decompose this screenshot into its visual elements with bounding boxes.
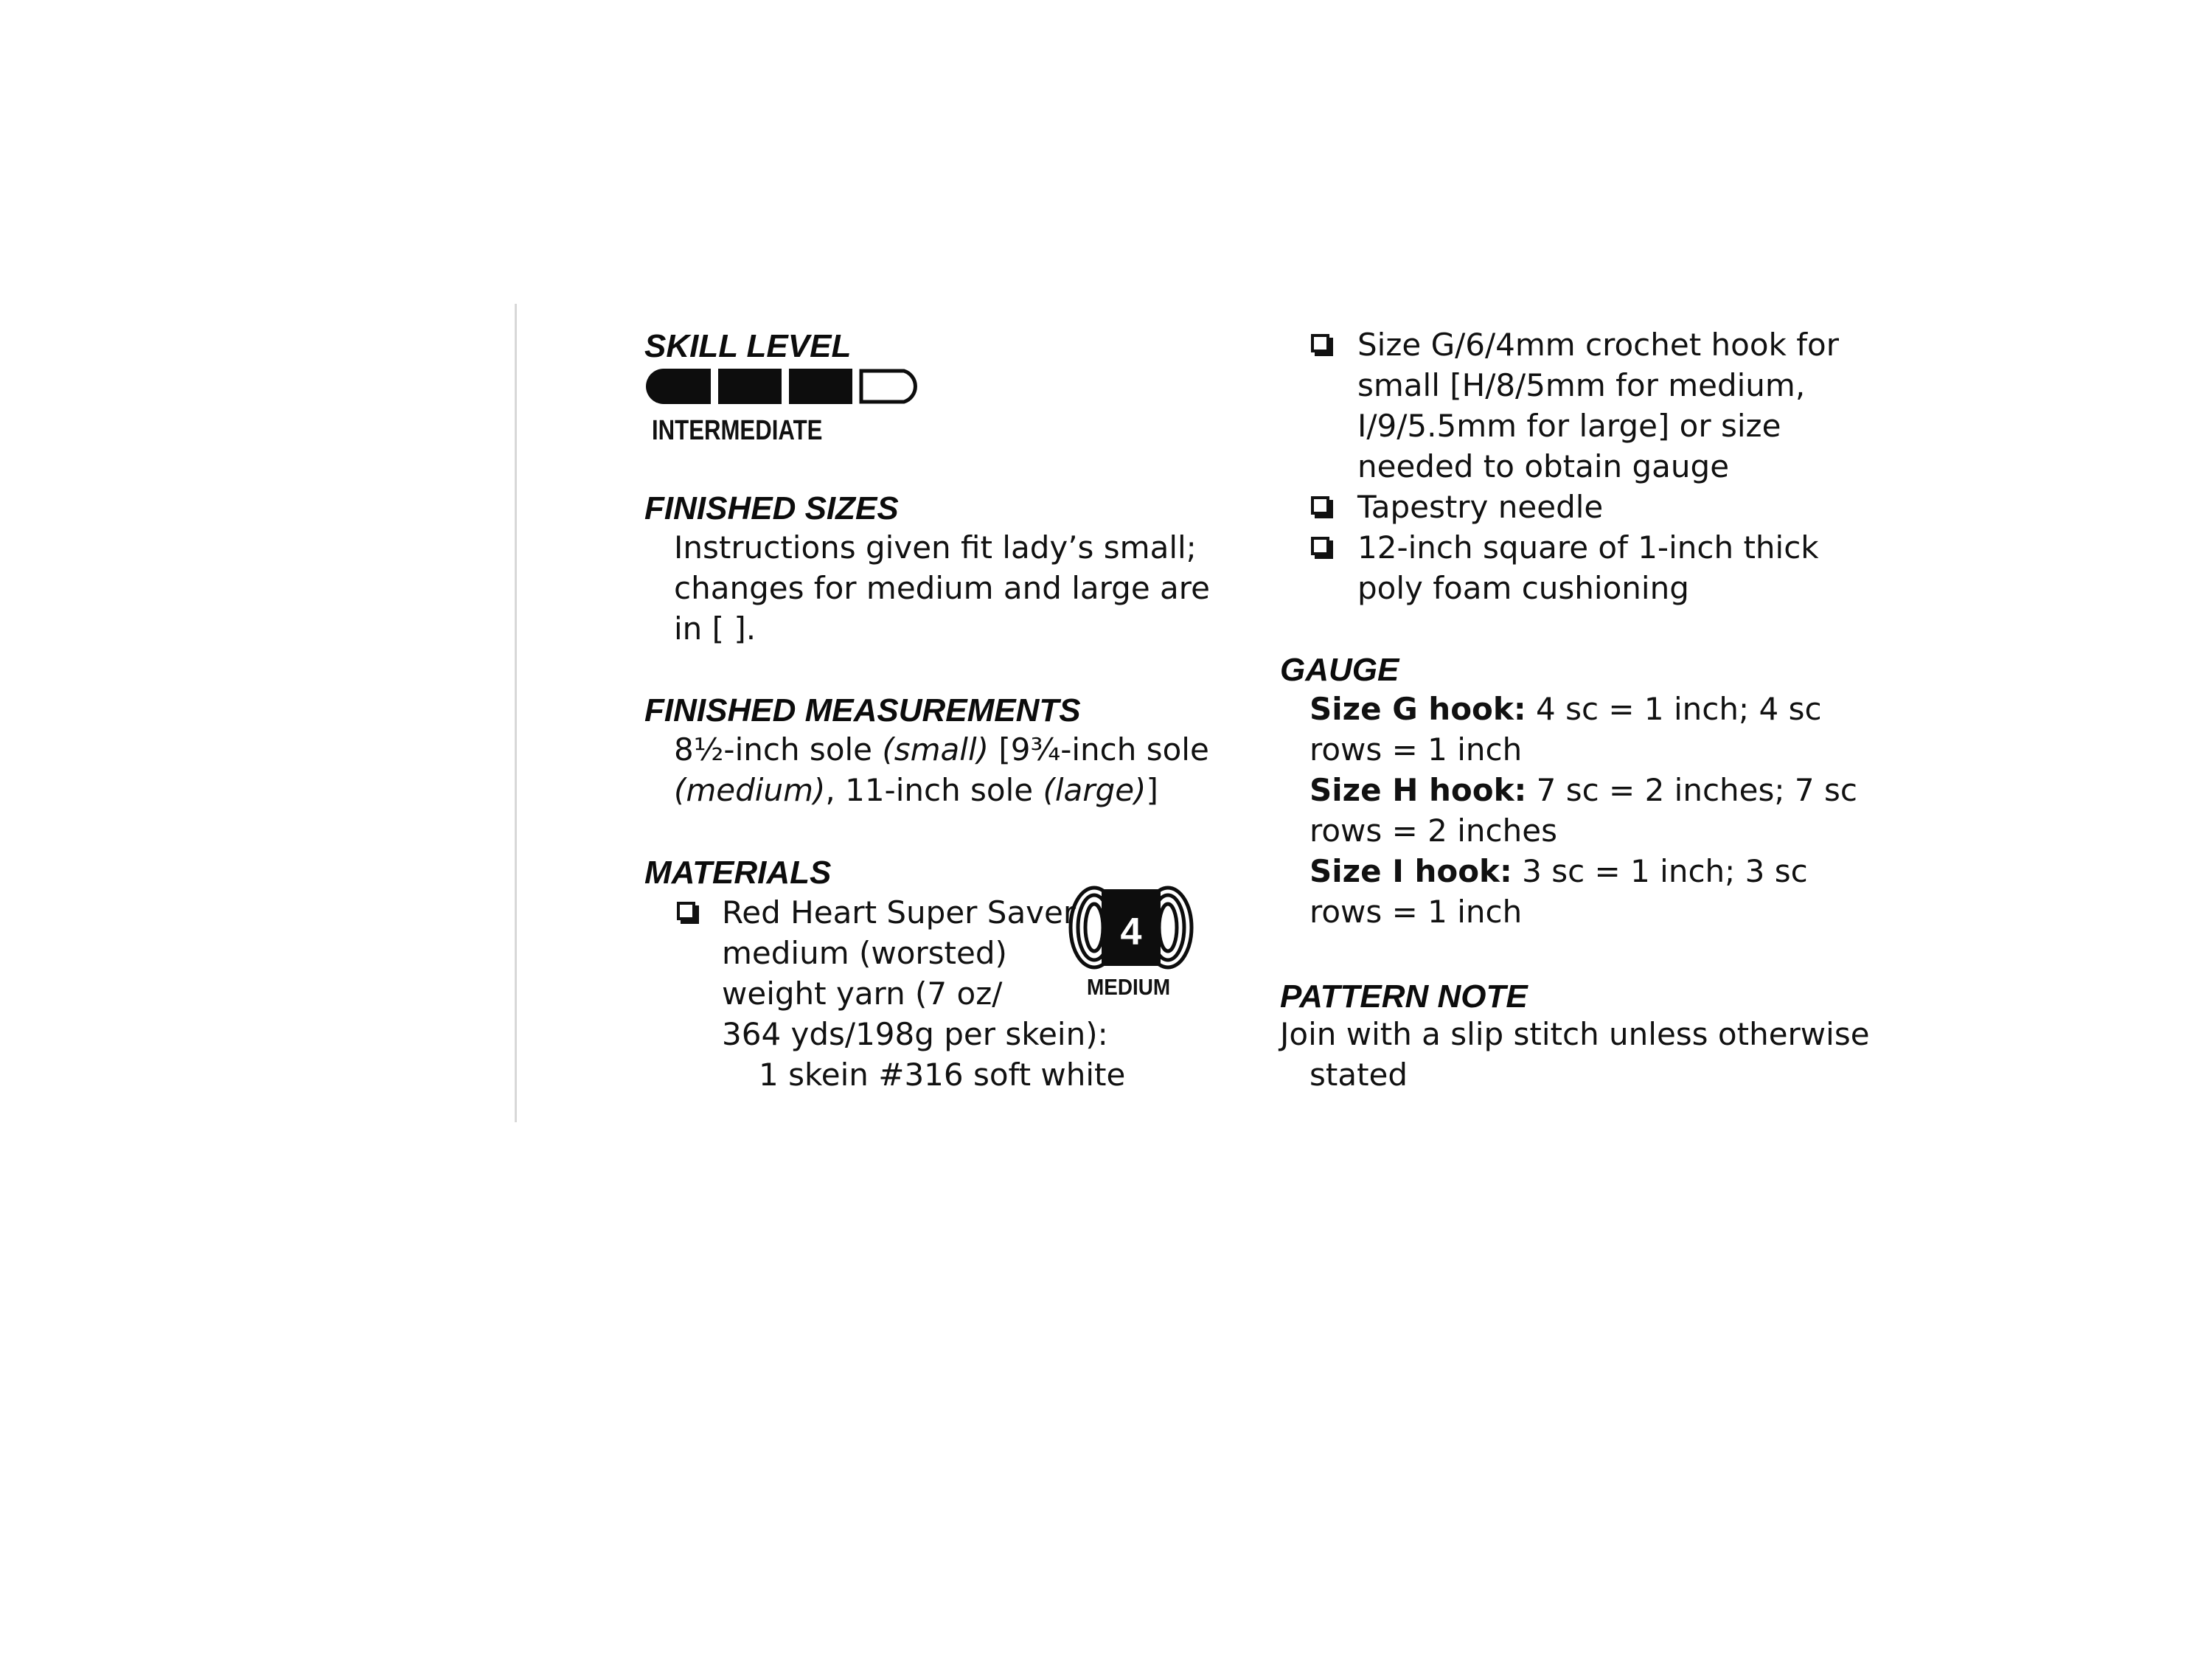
materials-yarn-line-1: Red Heart Super Saver	[722, 894, 1077, 931]
finished-measurements-line-1: 8½-inch sole (small) [9¾-inch sole	[674, 731, 1209, 768]
skill-level-bar-icon	[644, 366, 925, 407]
gauge-item-h-line-1: Size H hook: 7 sc = 2 inches; 7 sc	[1310, 772, 1857, 808]
gauge-item-h-line-2: rows = 2 inches	[1310, 813, 1557, 849]
checkbox-square-icon	[1311, 496, 1329, 515]
materials-hook-line-1: Size G/6/4mm crochet hook for	[1357, 327, 1839, 363]
pattern-note-line-2: stated	[1310, 1057, 1408, 1093]
left-margin-rule	[515, 304, 517, 1122]
pattern-note-line-1: Join with a slip stitch unless otherwise	[1280, 1016, 1870, 1052]
materials-yarn-item	[677, 892, 1125, 1095]
materials-needle-text	[1357, 487, 1603, 527]
finished-sizes-line-3: in [ ].	[674, 611, 757, 647]
finished-sizes-line-2: changes for medium and large are	[674, 570, 1210, 606]
skill-level-label: INTERMEDIATE	[652, 415, 823, 446]
finished-measurements-text	[674, 729, 1209, 810]
finished-measurements-line-2: (medium), 11-inch sole (large)]	[674, 772, 1158, 808]
yarn-weight-label: MEDIUM	[1087, 974, 1171, 1000]
pattern-note-heading: PATTERN NOTE	[1280, 978, 1528, 1015]
materials-heading: MATERIALS	[644, 855, 832, 891]
materials-hook-line-2: small [H/8/5mm for medium,	[1357, 367, 1806, 403]
gauge-item-g-line-1: Size G hook: 4 sc = 1 inch; 4 sc	[1310, 691, 1822, 727]
pattern-note-text	[1280, 1014, 1870, 1095]
skill-level-segment-1-squarer	[678, 369, 711, 404]
checkbox-square-icon	[677, 902, 695, 920]
materials-hook-text	[1357, 324, 1839, 487]
materials-foam-item	[1311, 527, 1819, 608]
gauge-item-i-line-1: Size I hook: 3 sc = 1 inch; 3 sc	[1310, 853, 1808, 889]
finished-sizes-text	[674, 527, 1210, 649]
materials-yarn-line-3: weight yarn (7 oz/	[722, 975, 1003, 1012]
finished-sizes-line-1: Instructions given fit lady’s small;	[674, 529, 1197, 566]
skill-level-segment-3	[789, 369, 852, 404]
skill-level-segment-2	[718, 369, 782, 404]
skill-level-heading: SKILL LEVEL	[644, 328, 852, 364]
skill-level-segment-4	[861, 371, 915, 402]
materials-yarn-line-4: 364 yds/198g per skein):	[722, 1016, 1108, 1052]
materials-foam-text	[1357, 527, 1819, 608]
materials-foam-line-1: 12-inch square of 1-inch thick	[1357, 529, 1819, 566]
gauge-text	[1310, 689, 1857, 932]
materials-hook-line-4: needed to obtain gauge	[1357, 448, 1730, 484]
materials-foam-line-2: poly foam cushioning	[1357, 570, 1689, 606]
yarn-weight-number: 4	[1120, 911, 1142, 953]
materials-needle-item	[1311, 487, 1603, 527]
gauge-item-g-line-2: rows = 1 inch	[1310, 731, 1523, 768]
finished-measurements-heading: FINISHED MEASUREMENTS	[644, 692, 1081, 728]
finished-sizes-heading: FINISHED SIZES	[644, 490, 899, 526]
materials-hook-line-3: I/9/5.5mm for large] or size	[1357, 408, 1781, 444]
checkbox-square-icon	[1311, 334, 1329, 352]
gauge-item-i-line-2: rows = 1 inch	[1310, 894, 1523, 930]
gauge-heading: GAUGE	[1280, 652, 1399, 688]
materials-yarn-line-2: medium (worsted)	[722, 935, 1007, 971]
materials-needle-line: Tapestry needle	[1357, 489, 1604, 525]
checkbox-square-icon	[1311, 537, 1329, 555]
materials-yarn-line-5: 1 skein #316 soft white	[759, 1057, 1126, 1093]
materials-hook-item	[1311, 324, 1839, 487]
